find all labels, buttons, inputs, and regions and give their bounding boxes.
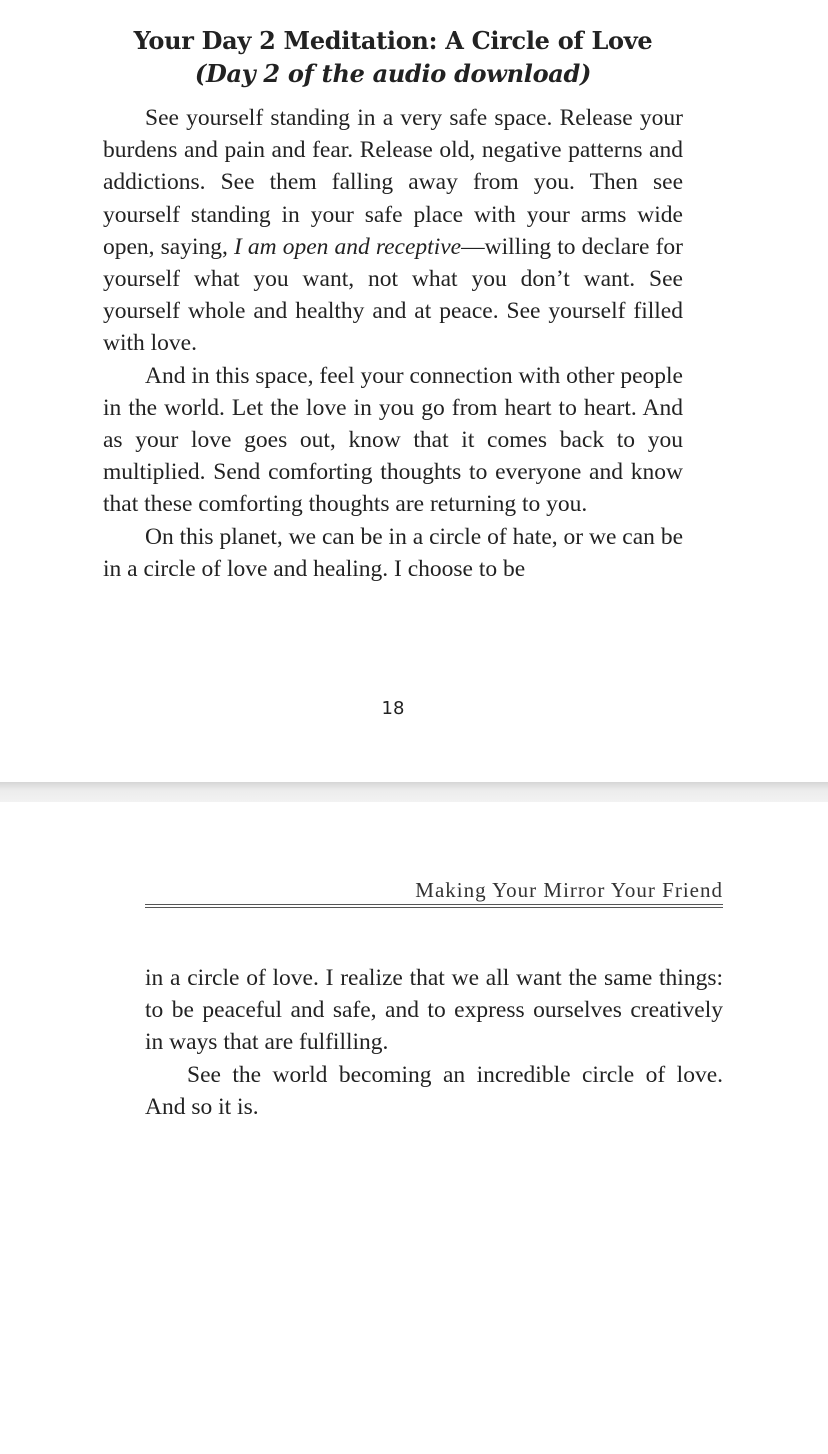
meditation-heading xyxy=(103,24,683,90)
running-head: Making Your Mirror Your Friend xyxy=(415,878,723,902)
paragraph-safe-space xyxy=(103,102,683,360)
book-page-19 xyxy=(0,802,828,1454)
page-number: 18 xyxy=(381,698,405,719)
page-separator xyxy=(0,782,828,803)
paragraph-closing: See the world becoming an incredible circle of love. And so it is. xyxy=(145,1061,723,1120)
running-head-rule xyxy=(145,904,723,908)
page-19-body xyxy=(145,962,723,1123)
paragraph-connection: And in this space, feel your connection with other people in the world. Let the love in you go from heart to heart. And as your love goes out, know that it comes back to you multiplied. Send comforting thoughts to everyone and know that these comforting thoughts are returning to you. xyxy=(103,362,683,518)
paragraph-text: See yourself standing in a very safe space. Release your burdens and pain and fear. Release old, negative patterns and addictions. See them falling away from you. Then see yourself standing in your safe place with your arms wide open, saying, xyxy=(103,105,683,260)
paragraph-text: —willing to declare for yourself what you want, not what you don’t want. See yourself whole and healthy and at peace. See yourself filled with love. xyxy=(103,233,683,357)
paragraph-circle: On this planet, we can be in a circle of hate, or we can be in a circle of love and healing. I choose to be xyxy=(103,523,683,582)
meditation-title: Your Day 2 Meditation: A Circle of Love xyxy=(133,26,653,55)
meditation-subtitle: (Day 2 of the audio download) xyxy=(194,59,592,88)
paragraph-continued: in a circle of love. I realize that we all want the same things: to be peaceful and safe, and to express ourselves creatively in ways that are fulfilling. xyxy=(145,965,723,1056)
page-18-body xyxy=(103,102,683,585)
affirmation-italic: I am open and receptive xyxy=(233,233,462,260)
